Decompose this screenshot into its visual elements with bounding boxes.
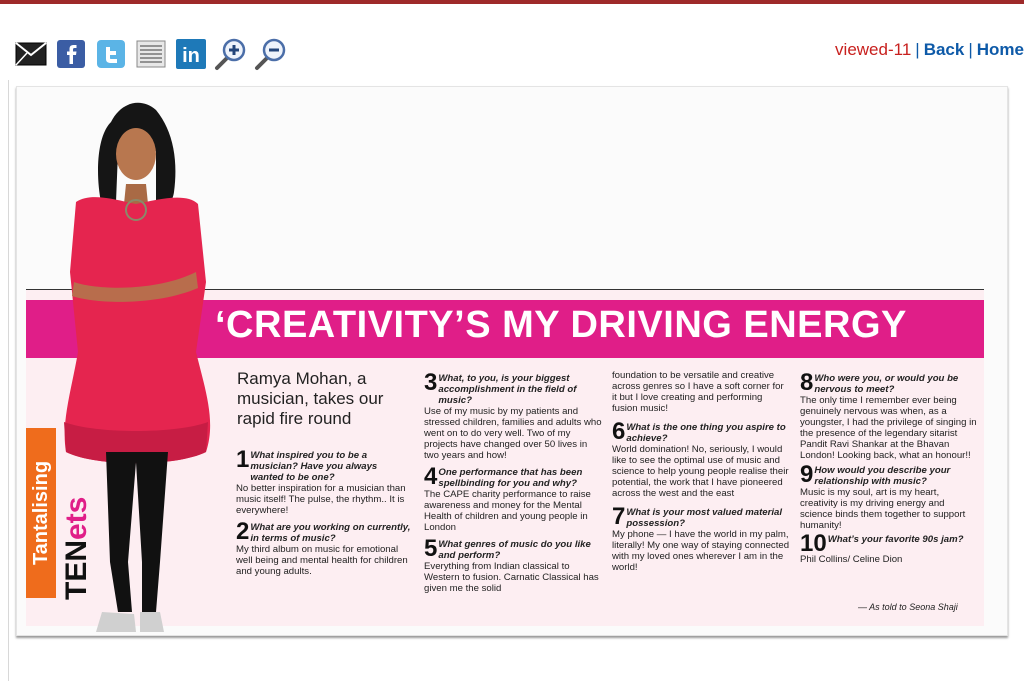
zoom-in-icon[interactable] bbox=[214, 37, 248, 71]
question-number: 9 bbox=[800, 461, 814, 488]
question-number: 1 bbox=[236, 446, 250, 473]
answer-text: World domination! No, seriously, I would like to see the optimal use of music and science to help young people realise their potential, the work that I have pioneered across the west and the east bbox=[612, 444, 789, 499]
twitter-icon[interactable] bbox=[94, 37, 128, 71]
qa-item bbox=[800, 461, 978, 531]
question-number: 5 bbox=[424, 535, 438, 562]
question-text: What inspired you to be a musician? Have you always wanted to be one? bbox=[250, 450, 378, 483]
question-number: 2 bbox=[236, 518, 250, 545]
answer-text: The CAPE charity performance to raise awareness and money for the Mental Health of children and young people in London bbox=[424, 489, 591, 533]
answer-text: My phone — I have the world in my palm, literally! My one way of staying connected with my loved ones wherever I am in the world! bbox=[612, 529, 790, 573]
facebook-icon[interactable] bbox=[54, 37, 88, 71]
answer-text: Phil Collins/ Celine Dion bbox=[800, 554, 903, 565]
answer-text: My third album on music for emotional well being and mental health for children and young adults. bbox=[236, 544, 408, 577]
qa-item bbox=[424, 369, 602, 461]
question-text: What, to you, is your biggest accomplishment in the field of music? bbox=[438, 373, 577, 406]
answer-text: Use of my music by my patients and stressed children, families and adults who went on to do very well. Two of my projects have changed over 50 lives in two years and how! bbox=[424, 406, 602, 461]
question-number: 8 bbox=[800, 369, 814, 396]
article-credit: — As told to Seona Shaji bbox=[858, 602, 958, 612]
qa-item bbox=[424, 463, 602, 533]
qa-item bbox=[800, 369, 978, 461]
nav-separator: | bbox=[968, 40, 973, 59]
question-text: What’s your favorite 90s jam? bbox=[827, 534, 964, 545]
share-toolbar bbox=[14, 34, 288, 74]
answer-text: Music is my soul, art is my heart, creativity is my driving energy and science binds them together to support humanity! bbox=[800, 487, 966, 531]
answer-continued: foundation to be versatile and creative across genres so I have a soft corner for it but I love creating and performing fusion music! bbox=[612, 370, 784, 414]
question-number: 10 bbox=[800, 530, 827, 557]
question-number: 6 bbox=[612, 418, 626, 445]
section-tag-label: Tantalising bbox=[30, 460, 52, 566]
question-number: 3 bbox=[424, 369, 438, 396]
qa-column-1 bbox=[236, 447, 412, 577]
top-border bbox=[0, 0, 1024, 4]
print-icon[interactable] bbox=[134, 37, 168, 71]
answer-text: Everything from Indian classical to Western to fusion. Carnatic Classical has given me the solid bbox=[424, 561, 599, 594]
qa-item bbox=[424, 535, 602, 594]
nav-separator: | bbox=[915, 40, 920, 59]
linkedin-icon[interactable] bbox=[174, 37, 208, 71]
question-text: What genres of music do you like and perform? bbox=[438, 539, 591, 561]
section-name-ten: TEN bbox=[60, 540, 93, 600]
question-text: What is your most valued material possession? bbox=[626, 507, 783, 529]
answer-text: No better inspiration for a musician than music itself! The pulse, the rhythm.. It is everywhere! bbox=[236, 483, 406, 516]
view-count: viewed-11 bbox=[835, 40, 912, 59]
back-link[interactable]: Back bbox=[923, 40, 965, 59]
left-divider bbox=[8, 80, 9, 681]
qa-item bbox=[236, 446, 412, 516]
email-icon[interactable] bbox=[14, 37, 48, 71]
musician-photo bbox=[56, 92, 216, 632]
question-text: How would you describe your relationship with music? bbox=[814, 465, 951, 487]
question-text: What are you working on currently, in terms of music? bbox=[250, 522, 411, 544]
top-nav bbox=[835, 40, 1024, 60]
question-text: Who were you, or would you be nervous to meet? bbox=[814, 373, 959, 395]
qa-column-3 bbox=[612, 370, 790, 573]
question-number: 4 bbox=[424, 463, 438, 490]
qa-item bbox=[612, 418, 790, 499]
qa-item bbox=[236, 518, 412, 577]
article-intro: Ramya Mohan, a musician, takes our rapid fire round bbox=[237, 369, 384, 428]
question-text: One performance that has been spellbinding for you and why? bbox=[438, 467, 583, 489]
question-number: 7 bbox=[612, 503, 626, 530]
linkedin-label: in bbox=[182, 45, 200, 67]
question-text: What is the one thing you aspire to achieve? bbox=[626, 422, 786, 444]
home-link[interactable]: Home bbox=[976, 40, 1024, 59]
answer-text: The only time I remember ever being genuinely nervous was when, as a youngster, I had the privilege of singing in the presence of the legendary sitarist Pandit Ravi Shankar at the Bhavan London! Looking back, what an honour!! bbox=[800, 395, 977, 461]
section-name-ets: ets bbox=[60, 496, 93, 540]
qa-item bbox=[612, 503, 790, 573]
qa-column-4 bbox=[800, 370, 978, 565]
article-headline: ‘CREATIVITY’S MY DRIVING ENERGY bbox=[215, 304, 907, 346]
qa-column-2 bbox=[424, 370, 602, 594]
qa-item bbox=[800, 530, 978, 565]
zoom-out-icon[interactable] bbox=[254, 37, 288, 71]
